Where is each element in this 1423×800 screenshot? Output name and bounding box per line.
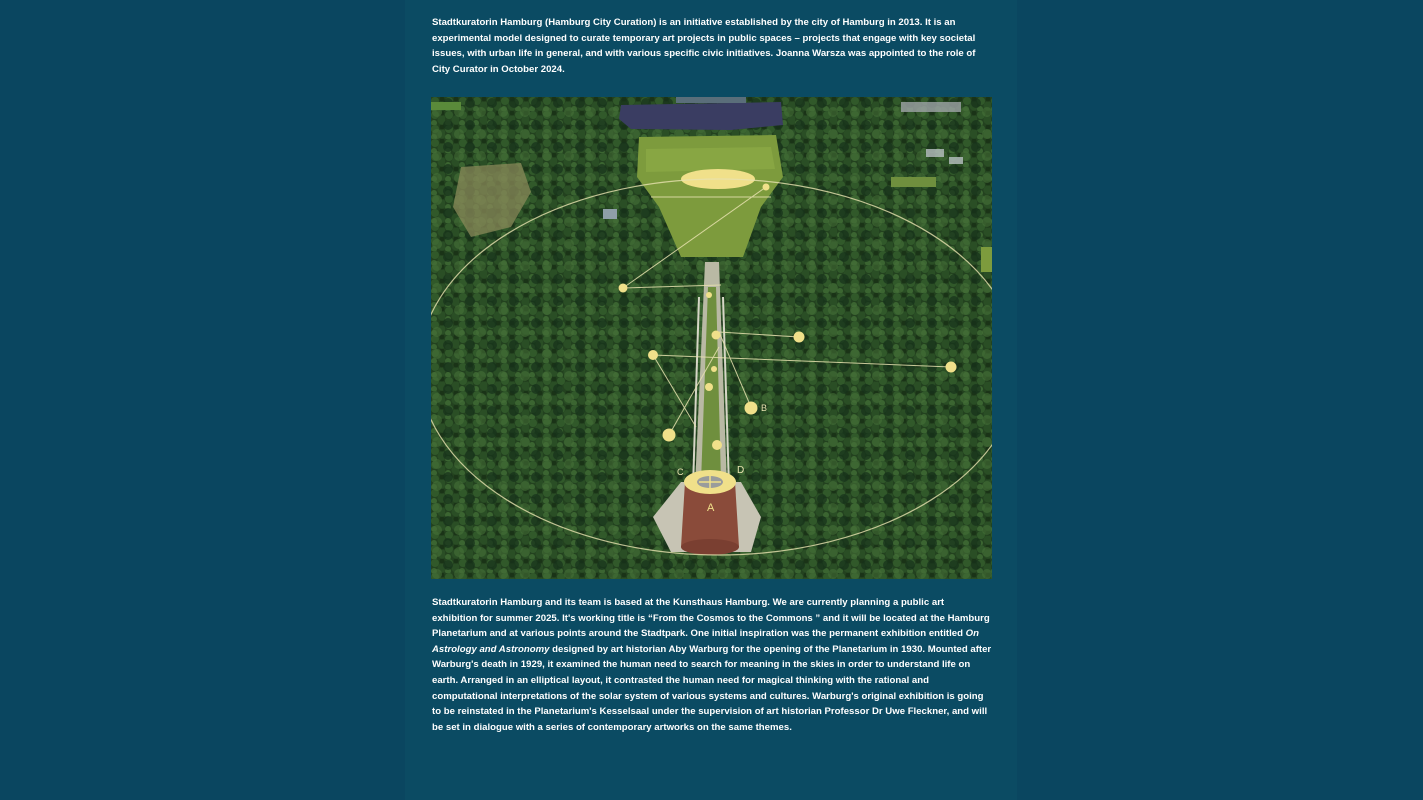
map-label-b: B bbox=[761, 403, 768, 413]
body-text-part1: Stadtkuratorin Hamburg and its team is based at the Kunsthaus Hamburg. We are currently planning a public art exhibition for summer 2025. It's working title is “From the Cosmos to the Commons ” and it will be located at the Hamburg Planetarium and at various points around the Stadtpark. One initial inspiration was the permanent exhibition entitled bbox=[432, 597, 990, 640]
body-text-part2: designed by art historian Aby Warburg for the opening of the Planetarium in 1930. Mounted after Warburg's death in 1929, it examined the human need to search for meaning in the skies in order to understand life on earth. Arranged in an elliptical layout, it contrasted the human need for magical thinking with the rational and computational interpretations of the solar system of various systems and cultures. Warburg's original exhibition is going to be reinstated in the Planetarium's Kesselsaal under the supervision of art historian Professor Dr Uwe Fleckner, and will be set in dialogue with a series of contemporary artworks on the same themes. bbox=[432, 643, 992, 733]
stadtpark-aerial-map bbox=[431, 97, 992, 579]
intro-paragraph: Stadtkuratorin Hamburg (Hamburg City Curation) is an initiative established by the city of Hamburg in 2013. It is an experimental model designed to curate temporary art projects in public spaces – projects that engage with key societal issues, with urban life in general, and with various specific civic initiatives. Joanna Warsza was appointed to the role of City Curator in October 2024. bbox=[432, 17, 976, 75]
body-paragraph bbox=[432, 595, 992, 735]
map-label-a: A bbox=[707, 502, 715, 514]
map-label-d: D bbox=[737, 465, 745, 476]
exhibition-title: On Astrology and Astronomy bbox=[432, 628, 979, 655]
map-label-c: C bbox=[677, 467, 684, 477]
lake bbox=[619, 102, 783, 130]
